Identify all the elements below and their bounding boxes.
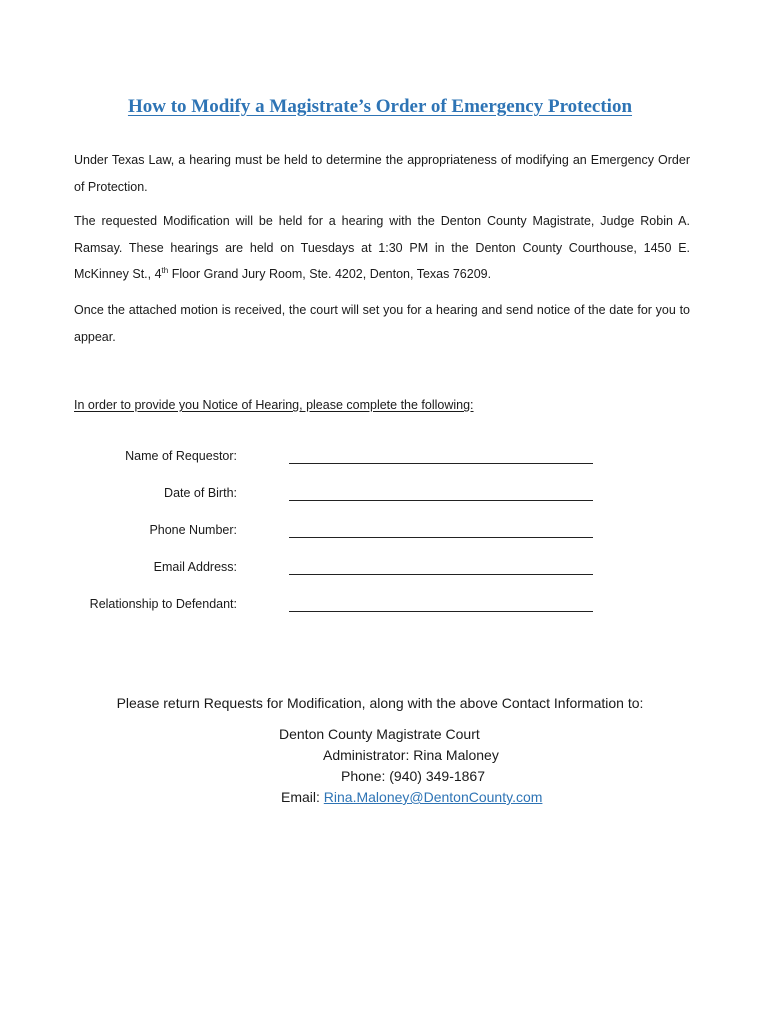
return-instructions: Please return Requests for Modification, along with the above Contact Information to: [116,695,644,711]
requestor-name-label: Name of Requestor: [125,449,237,463]
requestor-name-field[interactable] [289,463,593,464]
form-row-relationship [0,597,770,619]
relationship-label: Relationship to Defendant: [89,597,237,611]
date-of-birth-field[interactable] [289,500,593,501]
date-of-birth-label: Date of Birth: [164,486,237,500]
paragraph-hearing-details [74,208,690,288]
contact-email-label: Email: [281,789,324,805]
paragraph-notice: Once the attached motion is received, the court will set you for a hearing and send notice of the date for you to appear. [74,303,690,344]
contact-email-line [281,789,542,805]
hearing-location-text: Floor Grand Jury Room, Ste. 4202, Denton, Texas 76209. [168,267,492,281]
hearing-details-text: The requested Modification will be held for a hearing with the Denton County Magistrate, Judge Robin A. Ramsay. These hearings are held on Tuesdays at 1:30 PM in the Denton County Courthouse, 1450 E. McKinney St., 4 [74,214,690,281]
contact-administrator: Administrator: Rina Maloney [323,747,499,763]
phone-number-label: Phone Number: [149,523,237,537]
form-row-phone-number [0,523,770,545]
document-title: How to Modify a Magistrate’s Order of Emergency Protection [127,96,633,117]
email-address-label: Email Address: [153,560,237,574]
contact-email-link[interactable]: Rina.Maloney@DentonCounty.com [323,789,543,805]
contact-phone: Phone: (940) 349-1867 [341,768,485,784]
phone-number-field[interactable] [289,537,593,538]
form-row-date-of-birth [0,486,770,508]
form-row-email-address [0,560,770,582]
contact-court-name: Denton County Magistrate Court [279,726,480,742]
email-address-field[interactable] [289,574,593,575]
ordinal-suffix: th [161,265,169,275]
form-instructions: In order to provide you Notice of Hearing, please complete the following: [74,398,474,412]
form-row-requestor-name [0,449,770,471]
relationship-field[interactable] [289,611,593,612]
paragraph-hearing-requirement: Under Texas Law, a hearing must be held to determine the appropriateness of modifying an Emergency Order of Protection. [74,153,690,194]
